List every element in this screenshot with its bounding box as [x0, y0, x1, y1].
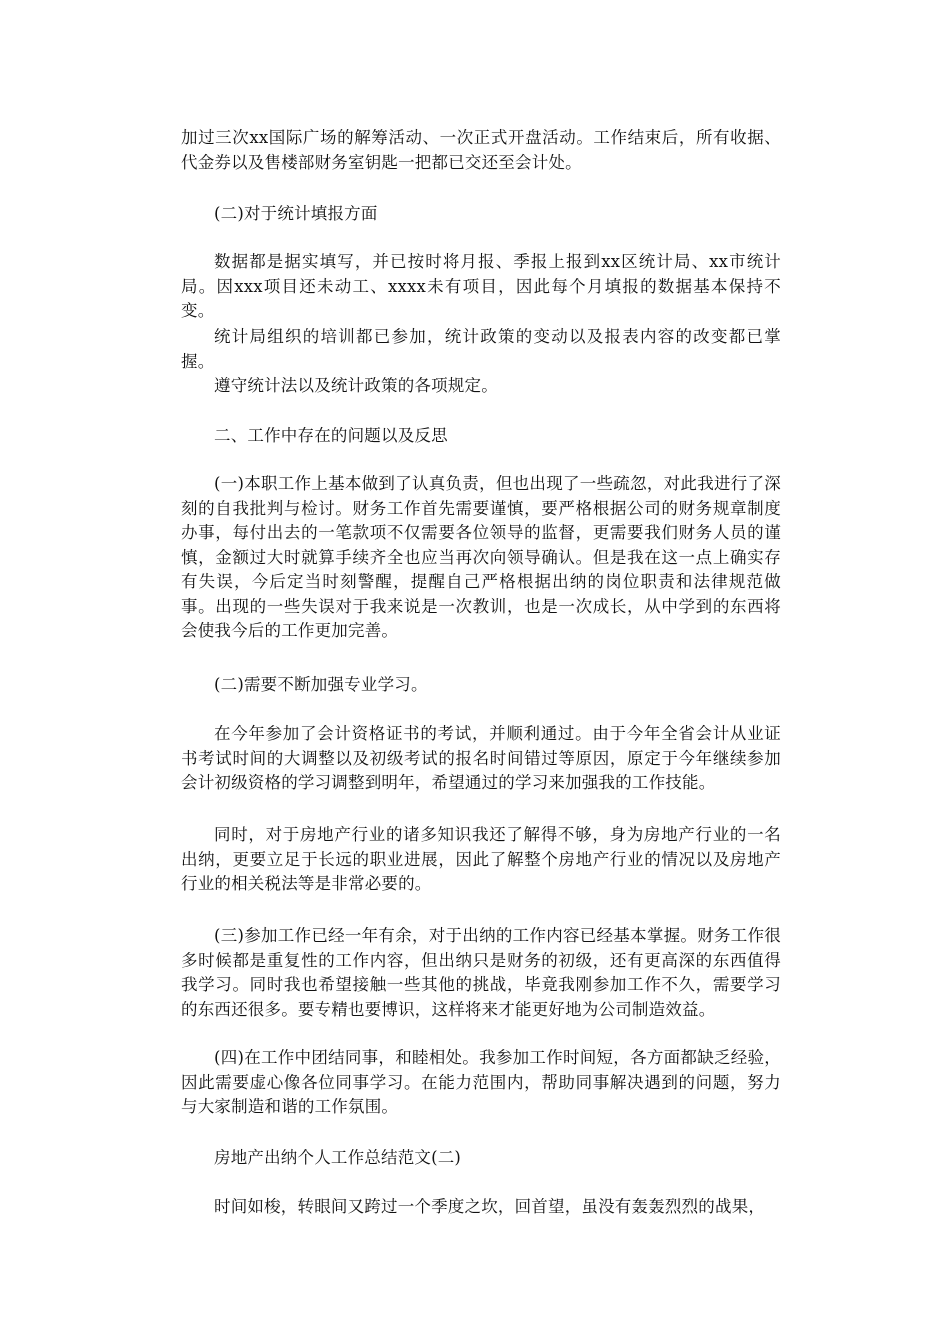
paragraph-problem-one: (一)本职工作上基本做到了认真负责，但也出现了一些疏忽，对此我进行了深刻的自我批判与检讨。财务工作首先需要谨慎，要严格根据公司的财务规章制度办事，每付出去的一笔款项不仅需要各位领导的监督，更需要我们财务人员的谨慎，金额过大时就算手续齐全也应当再次向领导确认。但是我在这一点上确实存有失误，今后定当时刻警醒，提醒自己严格根据出纳的岗位职责和法律规范做事。出现的一些失误对于我来说是一次教训，也是一次成长，从中学到的东西将会使我今后的工作更加完善。 — [181, 474, 781, 640]
paragraph-certificate-exam: 在今年参加了会计资格证书的考试，并顺利通过。由于今年全省会计从业证书考试时间的大调整以及初级考试的报名时间错过等原因，原定于今年继续参加会计初级资格的学习调整到明年，希望通过的学习来加强我的工作技能。 — [181, 724, 781, 792]
paragraph-continuation: 加过三次xx国际广场的解筹活动、一次正式开盘活动。工作结束后，所有收据、代金券以及售楼部财务室钥匙一把都已交还至会计处。 — [181, 128, 781, 172]
section-heading-problems: 二、工作中存在的问题以及反思 — [214, 426, 448, 445]
subheading-statistics-reporting: (二)对于统计填报方面 — [214, 204, 378, 223]
paragraph-compliance: 遵守统计法以及统计政策的各项规定。 — [214, 376, 498, 395]
subheading-professional-learning: (二)需要不断加强专业学习。 — [214, 675, 428, 694]
article-title-two: 房地产出纳个人工作总结范文(二) — [214, 1148, 462, 1167]
paragraph-problem-three: (三)参加工作已经一年有余，对于出纳的工作内容已经基本掌握。财务工作很多时候都是重复性的工作内容，但出纳只是财务的初级，还有更高深的东西值得我学习。同时我也希望接触一些其他的挑战，毕竟我刚参加工作不久，需要学习的东西还很多。要专精也要博识，这样将来才能更好地为公司制造效益。 — [181, 926, 781, 1019]
paragraph-training: 统计局组织的培训都已参加，统计政策的变动以及报表内容的改变都已掌握。 — [181, 327, 781, 371]
paragraph-opening: 时间如梭，转眼间又跨过一个季度之坎，回首望，虽没有轰轰烈烈的战果， — [214, 1197, 766, 1216]
paragraph-real-estate-knowledge: 同时，对于房地产行业的诸多知识我还了解得不够，身为房地产行业的一名出纳，更要立足于长远的职业进展，因此了解整个房地产行业的情况以及房地产行业的相关税法等是非常必要的。 — [181, 825, 781, 893]
paragraph-problem-four: (四)在工作中团结同事，和睦相处。我参加工作时间短，各方面都缺乏经验，因此需要虚心像各位同事学习。在能力范围内，帮助同事解决遇到的问题，努力与大家制造和谐的工作氛围。 — [181, 1048, 781, 1116]
paragraph-data-reporting: 数据都是据实填写，并已按时将月报、季报上报到xx区统计局、xx市统计局。因xxx项目还未动工、xxxx未有项目，因此每个月填报的数据基本保持不变。 — [181, 252, 781, 320]
